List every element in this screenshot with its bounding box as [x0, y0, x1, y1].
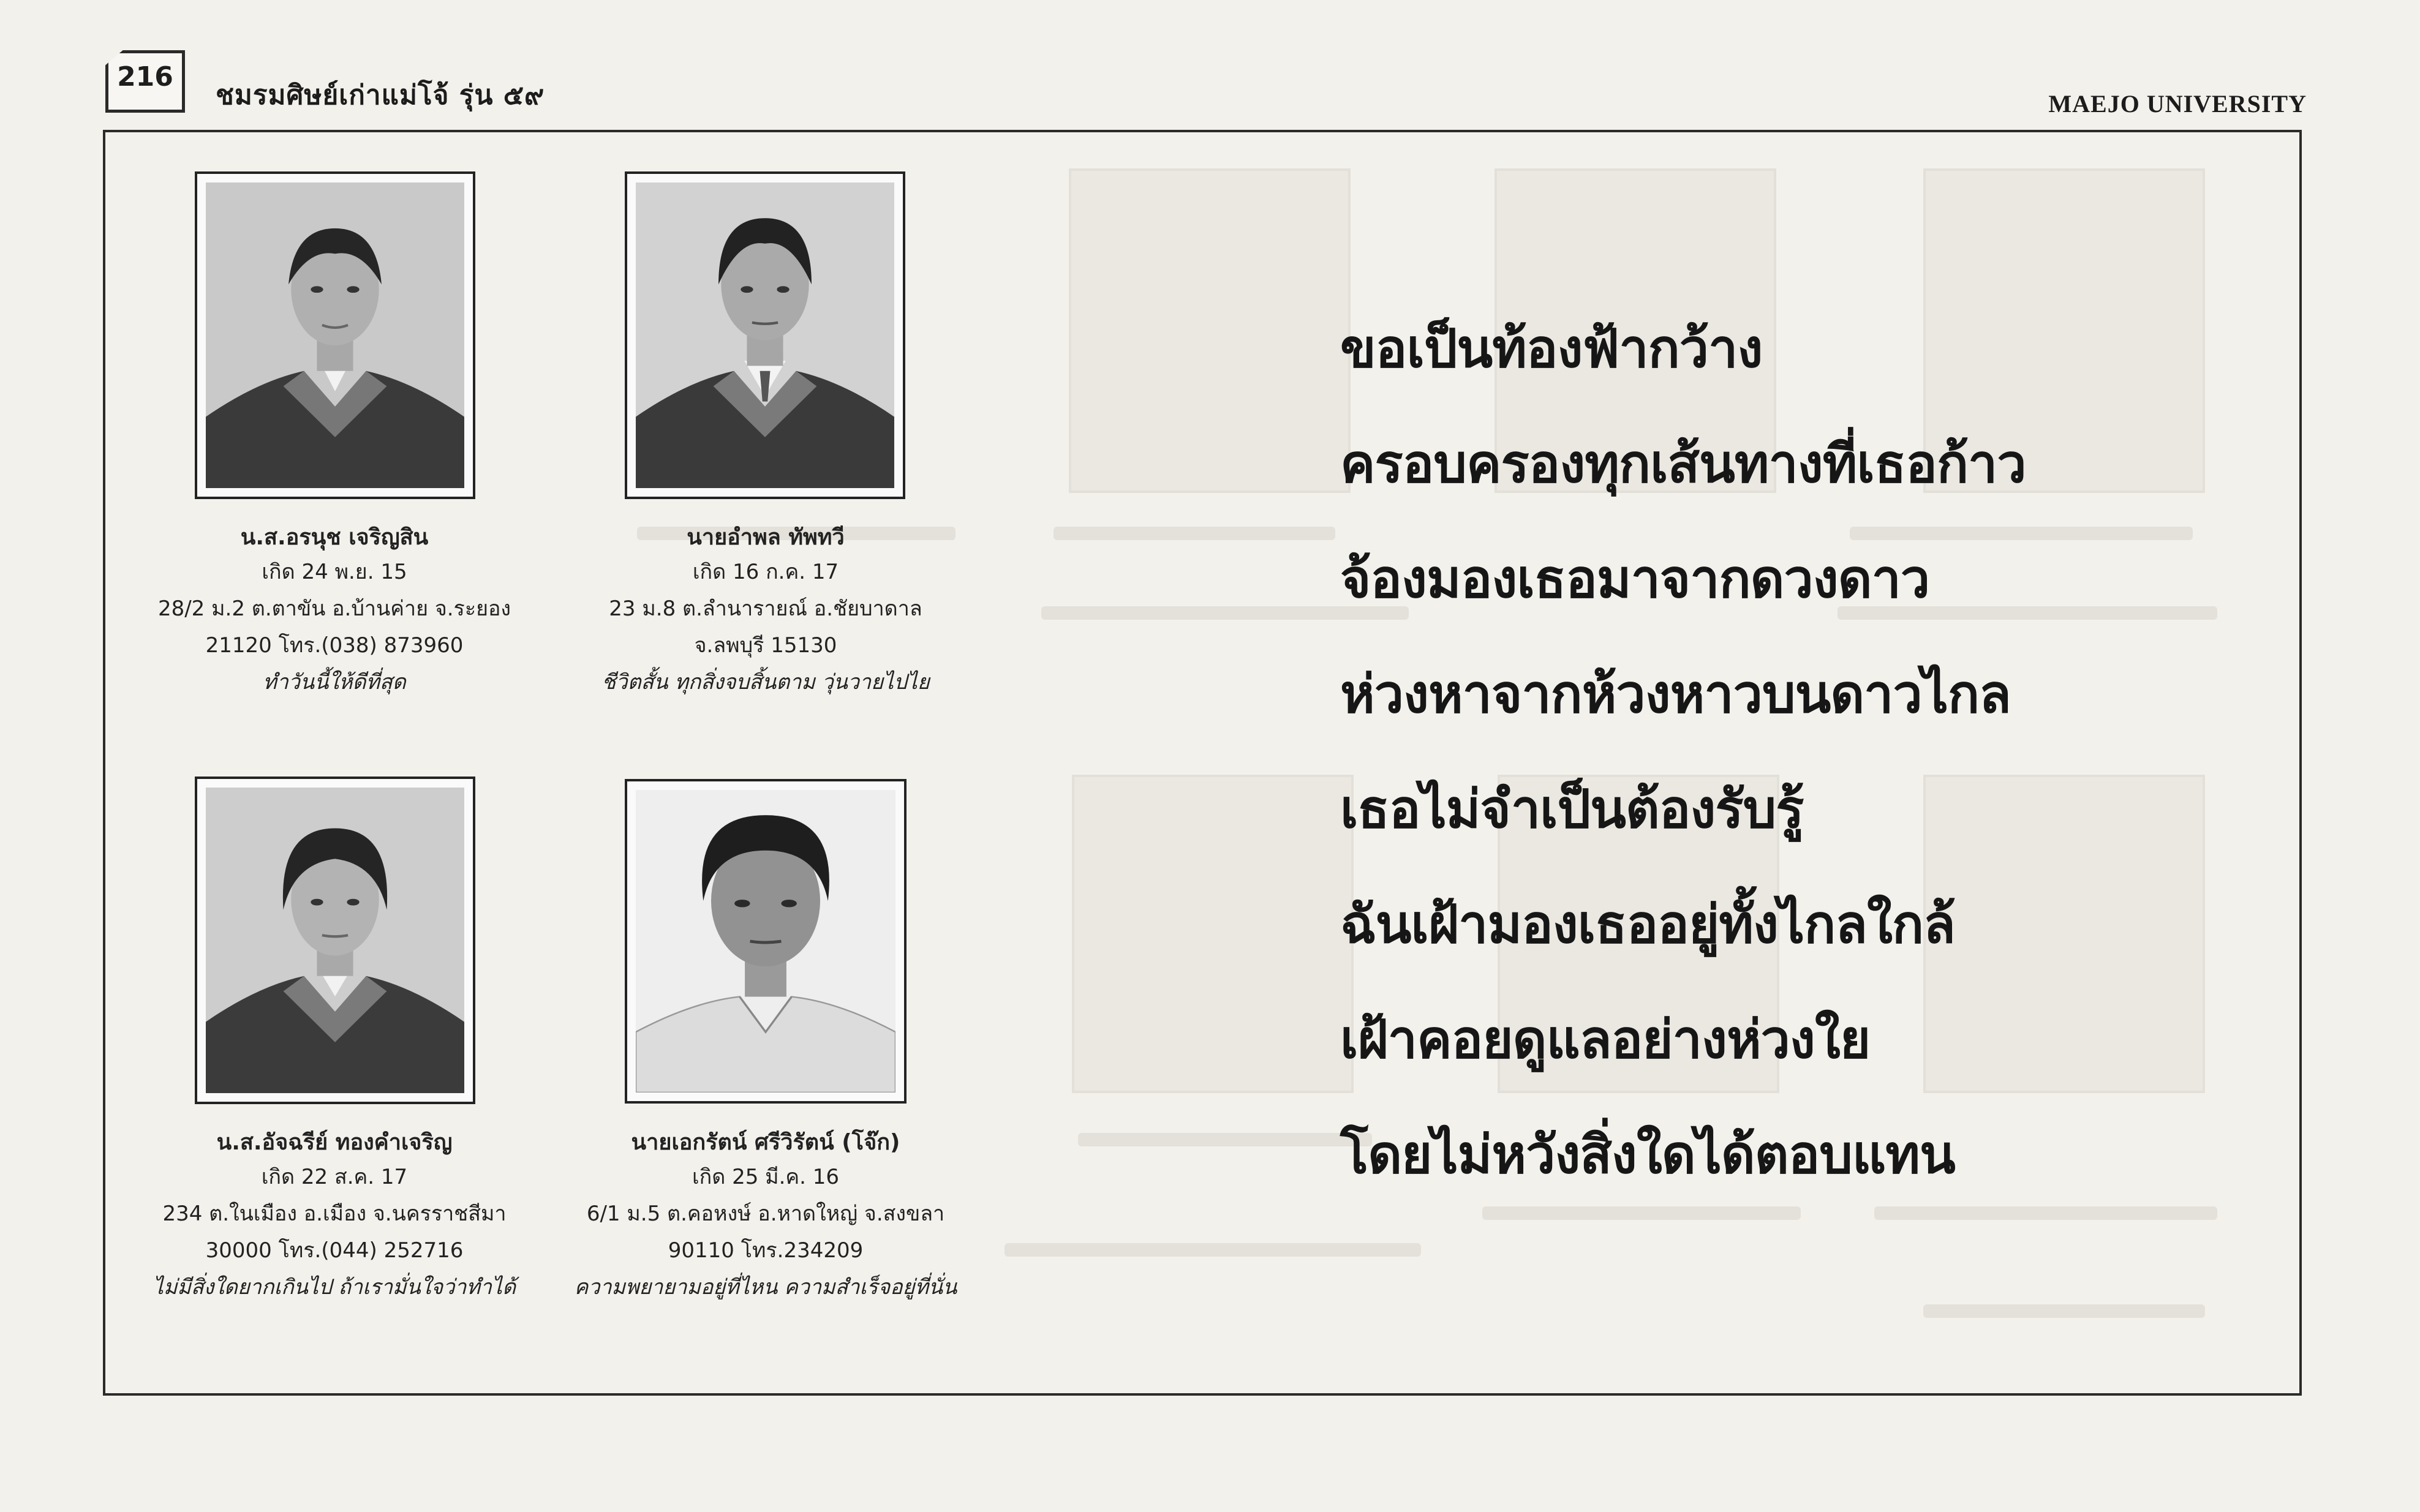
poem-line: จ้องมองเธอมาจากดวงดาว	[1340, 548, 1930, 610]
bleed-through-text	[1005, 1243, 1421, 1257]
poem-line: ขอเป็นท้องฟ้ากว้าง	[1340, 318, 1763, 380]
person-motto: ไม่มีสิ่งใดยากเกินไป ถ้าเรามั่นใจว่าทำได้	[153, 1275, 516, 1299]
person-address: 28/2 ม.2 ต.ตาขัน อ.บ้านค่าย จ.ระยอง	[157, 596, 511, 621]
bleed-through-text	[1923, 1304, 2205, 1318]
person-name: นายเอกรัตน์ ศรีวิรัตน์ (โจ๊ก)	[631, 1130, 900, 1155]
bleed-through-text	[1078, 1133, 1372, 1146]
portrait-photo	[195, 777, 475, 1104]
person-motto: ทำวันนี้ให้ดีที่สุด	[263, 670, 406, 694]
person-name: น.ส.อรนุช เจริญสิน	[240, 525, 429, 550]
person-birthdate: เกิด 25 มี.ค. 16	[692, 1165, 839, 1189]
person-name: น.ส.อัจฉรีย์ ทองคำเจริญ	[216, 1130, 453, 1155]
person-entry	[557, 1127, 974, 1306]
person-motto: ความพยายามอยู่ที่ไหน ความสำเร็จอยู่ที่นั่น	[574, 1275, 957, 1299]
poem-line: เฝ้าคอยดูแลอย่างห่วงใย	[1340, 1009, 1871, 1070]
poem	[1340, 306, 2198, 1227]
poem-line: โดยไม่หวังสิ่งใดได้ตอบแทน	[1340, 1124, 1955, 1186]
poem-line: ฉันเฝ้ามองเธออยู่ทั้งไกลใกล้	[1340, 893, 1955, 955]
person-entry	[126, 522, 543, 701]
person-address: 90110 โทร.234209	[668, 1238, 864, 1263]
person-birthdate: เกิด 24 พ.ย. 15	[262, 560, 407, 584]
person-address: 234 ต.ในเมือง อ.เมือง จ.นครราชสีมา	[162, 1202, 507, 1226]
person-name: นายอำพล ทัพทวี	[687, 525, 845, 550]
person-motto: ชีวิตสั้น ทุกสิ่งจบสิ้นตาม วุ่นวายไปไย	[601, 670, 930, 694]
page-number: 216	[117, 61, 173, 92]
person-birthdate: เกิด 22 ส.ค. 17	[261, 1165, 408, 1189]
person-entry	[126, 1127, 543, 1306]
bleed-through-photo	[1069, 168, 1351, 493]
person-address: 21120 โทร.(038) 873960	[205, 633, 464, 658]
person-entry	[557, 522, 974, 701]
portrait-photo	[195, 171, 475, 499]
bleed-through-text	[1054, 527, 1335, 540]
portrait-photo	[625, 171, 905, 499]
poem-line: ห่วงหาจากห้วงหาวบนดาวไกล	[1340, 663, 2011, 725]
bleed-through-photo	[1072, 775, 1354, 1093]
person-address: จ.ลพบุรี 15130	[694, 633, 837, 658]
person-address: 6/1 ม.5 ต.คอหงษ์ อ.หาดใหญ่ จ.สงขลา	[586, 1202, 945, 1226]
person-birthdate: เกิด 16 ก.ค. 17	[692, 560, 839, 584]
person-address: 23 ม.8 ต.ลำนารายณ์ อ.ชัยบาดาล	[609, 596, 922, 621]
brand-label: MAEJO UNIVERSITY	[2048, 90, 2307, 118]
page-title: ชมรมศิษย์เก่าแม่โจ้ รุ่น ๕๙	[216, 80, 545, 111]
person-address: 30000 โทร.(044) 252716	[205, 1238, 464, 1263]
portrait-photo	[625, 779, 907, 1104]
poem-line: เธอไม่จำเป็นต้องรับรู้	[1340, 778, 1804, 840]
poem-line: ครอบครองทุกเส้นทางที่เธอก้าว	[1340, 433, 2026, 495]
